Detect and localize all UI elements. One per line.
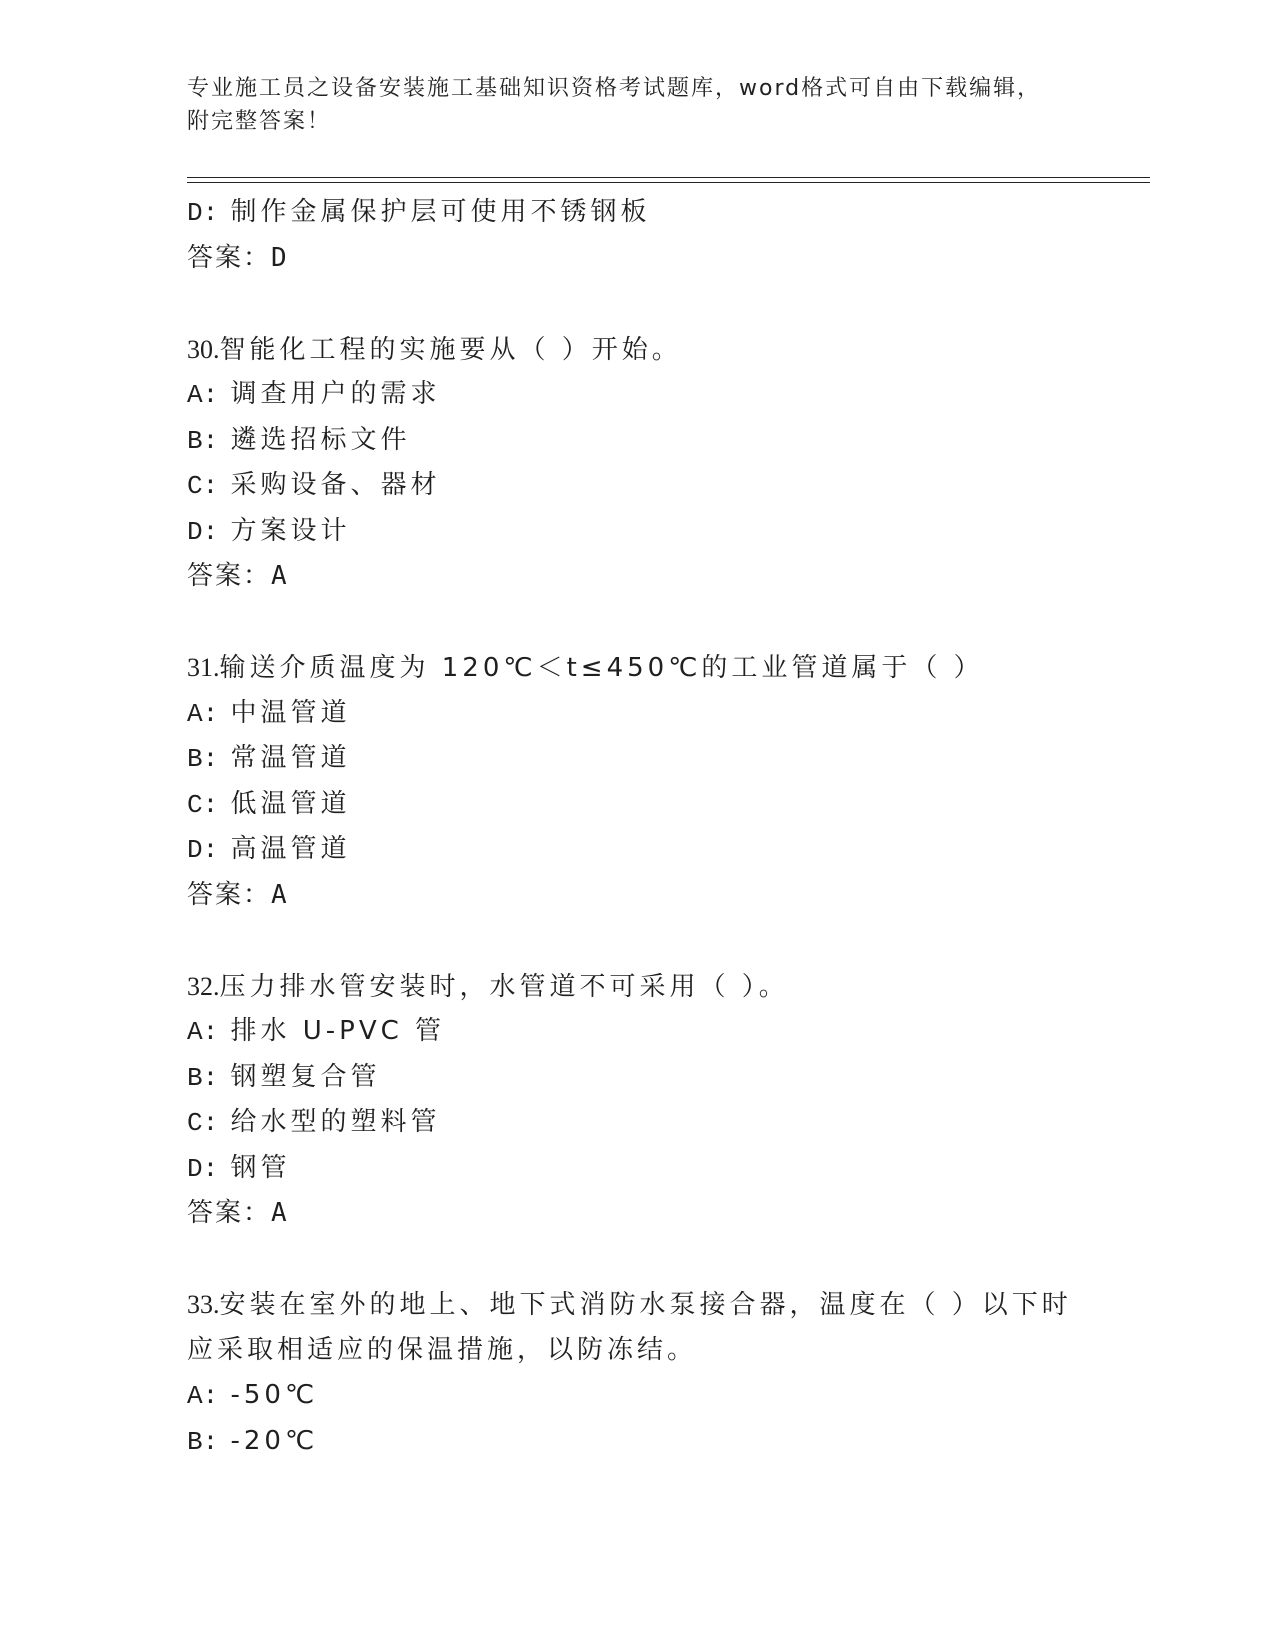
- option-letter: A:: [187, 1017, 219, 1047]
- option-line: [187, 418, 1147, 464]
- header-divider-bottom: [187, 182, 1150, 183]
- question-number: 31.: [187, 653, 220, 682]
- answer-line: [187, 554, 1147, 600]
- answer-label: 答案：: [187, 561, 272, 591]
- option-line: [187, 509, 1147, 555]
- question-stem: [187, 964, 1147, 1010]
- answer-value: A: [271, 1198, 287, 1228]
- option-text: 钢塑复合管: [230, 1061, 381, 1092]
- question-text: 应采取相适应的保温措施，以防冻结。: [187, 1334, 698, 1365]
- option-line: [187, 1100, 1147, 1146]
- question-stem: [187, 645, 1147, 691]
- option-letter: A:: [187, 698, 219, 729]
- spacer: [187, 1237, 1147, 1283]
- option-letter: C:: [187, 1108, 219, 1138]
- question-number: 32.: [187, 971, 220, 1001]
- answer-line: [187, 873, 1147, 919]
- answer-line: [187, 1191, 1147, 1237]
- answer-label: 答案：: [187, 242, 272, 273]
- option-text: -50℃: [230, 1380, 319, 1410]
- option-letter: D:: [187, 516, 219, 547]
- option-letter: A:: [187, 1381, 219, 1411]
- option-letter: D:: [187, 835, 219, 865]
- option-letter: D:: [187, 1153, 219, 1184]
- option-text: 给水型的塑料管: [230, 1107, 441, 1137]
- option-line: [187, 463, 1147, 509]
- option-text: 高温管道: [230, 834, 351, 864]
- answer-label: 答案：: [187, 1198, 272, 1228]
- option-letter: B:: [187, 744, 219, 774]
- option-text: 调查用户的需求: [230, 379, 441, 409]
- header-divider-top: [187, 177, 1150, 178]
- option-letter: B:: [187, 1062, 219, 1093]
- document-header: [187, 72, 1087, 138]
- answer-value: D: [271, 242, 287, 273]
- option-text: 制作金属保护层可使用不锈钢板: [230, 197, 651, 227]
- question-33: [187, 1282, 1147, 1464]
- option-letter: B:: [187, 425, 219, 456]
- option-line: [187, 736, 1147, 782]
- question-32: [187, 964, 1147, 1237]
- option-line: [187, 827, 1147, 873]
- option-text: -20℃: [230, 1425, 319, 1456]
- option-letter: C:: [187, 471, 219, 501]
- option-line: [187, 691, 1147, 737]
- question-stem-continued: [187, 1328, 1147, 1374]
- option-line: [187, 372, 1147, 418]
- question-number: 30.: [187, 334, 220, 364]
- header-line-1: 专业施工员之设备安装施工基础知识资格考试题库，word格式可自由下载编辑，: [187, 76, 1042, 101]
- option-line: [187, 782, 1147, 828]
- question-text: 智能化工程的实施要从（ ）开始。: [219, 334, 682, 365]
- spacer: [187, 600, 1147, 646]
- answer-value: A: [271, 561, 287, 591]
- option-letter: B:: [187, 1426, 219, 1457]
- spacer: [187, 281, 1147, 327]
- option-text: 钢管: [230, 1152, 291, 1183]
- previous-question-tail: [187, 190, 1147, 281]
- question-stem: [187, 327, 1147, 373]
- option-text: 采购设备、器材: [230, 470, 441, 500]
- option-letter: D:: [187, 198, 219, 228]
- question-text: 压力排水管安装时，水管道不可采用（ ）。: [219, 971, 789, 1002]
- answer-value: A: [271, 879, 287, 910]
- option-line: [187, 1146, 1147, 1192]
- question-31: [187, 645, 1147, 918]
- option-line: [187, 190, 1147, 236]
- option-letter: A:: [187, 380, 219, 410]
- answer-label: 答案：: [187, 879, 272, 910]
- option-text: 常温管道: [230, 743, 351, 773]
- spacer: [187, 918, 1147, 964]
- question-30: [187, 327, 1147, 600]
- option-text: 排水 U-PVC 管: [230, 1016, 446, 1046]
- option-line: [187, 1373, 1147, 1419]
- question-text: 输送介质温度为 120℃＜t≤450℃的工业管道属于（ ）: [219, 653, 984, 683]
- option-line: [187, 1055, 1147, 1101]
- option-line: [187, 1009, 1147, 1055]
- option-text: 中温管道: [230, 697, 351, 728]
- header-line-2: 附完整答案！: [187, 109, 332, 134]
- option-text: 遴选招标文件: [230, 424, 411, 455]
- question-number: 33.: [187, 1290, 220, 1319]
- question-text: 安装在室外的地上、地下式消防水泵接合器，温度在（ ）以下时: [219, 1290, 1072, 1320]
- question-list: [187, 190, 1147, 1464]
- question-stem: [187, 1282, 1147, 1328]
- answer-line: [187, 236, 1147, 282]
- option-line: [187, 1419, 1147, 1465]
- option-text: 低温管道: [230, 788, 351, 819]
- option-text: 方案设计: [230, 515, 351, 546]
- option-letter: C:: [187, 789, 219, 820]
